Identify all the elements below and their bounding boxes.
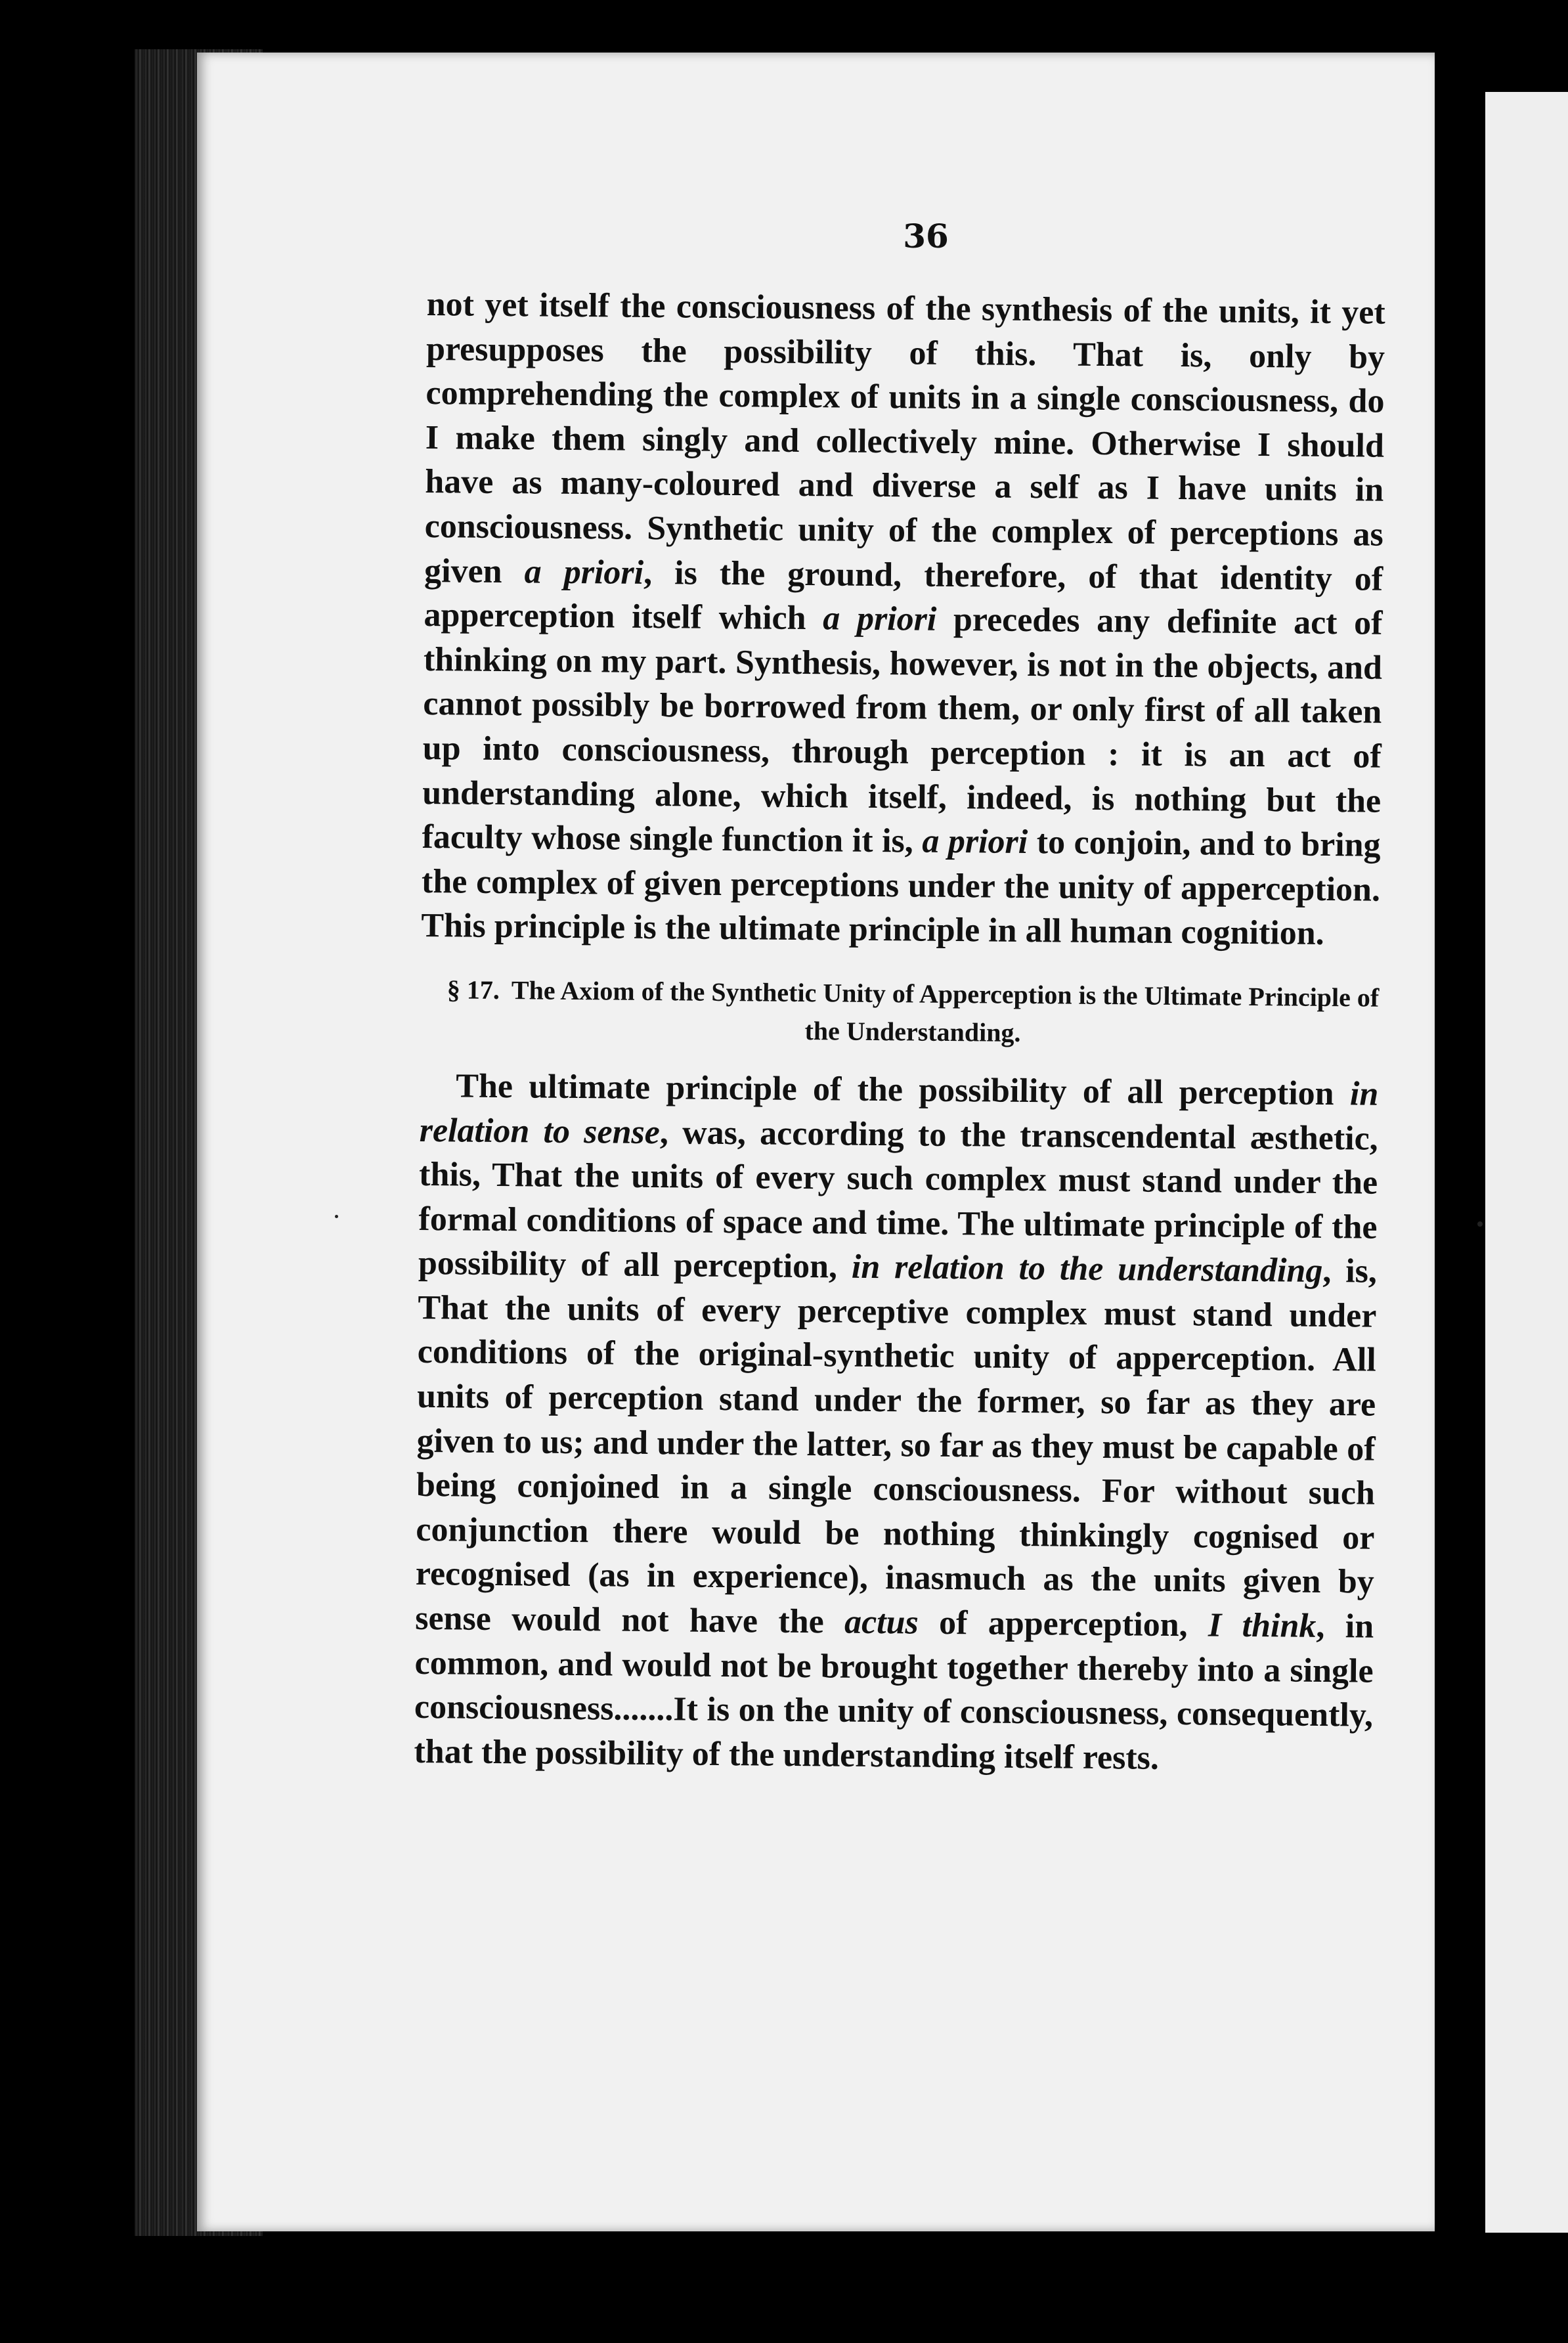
page-number: 36 [903, 217, 949, 255]
italic-text: I think [1208, 1606, 1317, 1645]
italic-text: in relation to the understanding [851, 1248, 1323, 1290]
text-run: of apperception, [918, 1604, 1209, 1644]
page-body [414, 282, 1385, 1782]
text-run: precedes any definite act of thinking on my part. Synthesis, however, is not in the objects, and cannot possibly be borrowed from them, or only first of all taken up into consciousness, through perception : it is an act of understanding alone, which itself, indeed, is nothing but the faculty whose single function it is, [422, 600, 1383, 860]
section-title: The Axiom of the Synthetic Unity of Apperception is the Ultimate Principle of the Understanding. [511, 975, 1380, 1047]
italic-text: in relation to sense [419, 1075, 1379, 1151]
facing-page-edge [1485, 92, 1568, 2233]
italic-text: a priori [524, 552, 644, 592]
text-run: not yet itself the consciousness of the synthesis of the units, it yet presupposes the possibility of this. That is, only by comprehending the complex of units in a single consciousness, do I make them singly and collectively mine. Otherwise I should have as many-coloured and diverse a self as I have units in consciousness. Synthetic unity of the complex of perceptions as given [424, 285, 1385, 590]
scan-speck [335, 1215, 338, 1218]
text-run: , is the ground, therefore, of that identity of apperception itself which [424, 554, 1383, 638]
text-run: , in common, and would not be brought together thereby into a single consciousness.......It is on the unity of consciousness, consequently, that the possibility of the understanding itself rests. [414, 1607, 1374, 1777]
section-heading [420, 971, 1380, 1055]
scan-speck [1477, 1221, 1483, 1227]
paragraph-2 [414, 1064, 1378, 1782]
text-run: , is, That the units of every perceptive complex must stand under conditions of the original-synthetic unity of apperception. All units of perception stand under the former, so far as they are given to us; and under the latter, so far as they must be capable of being conjoined in a single consciousness. For without such conjunction there would be nothing thinkingly cognised or recognised (as in experience), inasmuch as the units given by sense would not have the [414, 1252, 1378, 1641]
paragraph-1 [421, 282, 1385, 957]
italic-text: a priori [922, 822, 1028, 862]
text-run: The ultimate principle of the possibility of all perception [456, 1067, 1351, 1113]
text-run: to conjoin, and to bring the complex of given perceptions under the unity of apperception. This principle is the ultimate principle in all human cognition. [421, 823, 1381, 953]
italic-text: actus [844, 1603, 919, 1642]
text-run: , was, according to the transcendental æsthetic, this, That the units of every such complex must stand under the formal conditions of space and time. The ultimate principle of the possibility of all perception, [418, 1113, 1378, 1286]
italic-text: a priori [823, 600, 937, 638]
section-number: § 17. [446, 974, 500, 1005]
